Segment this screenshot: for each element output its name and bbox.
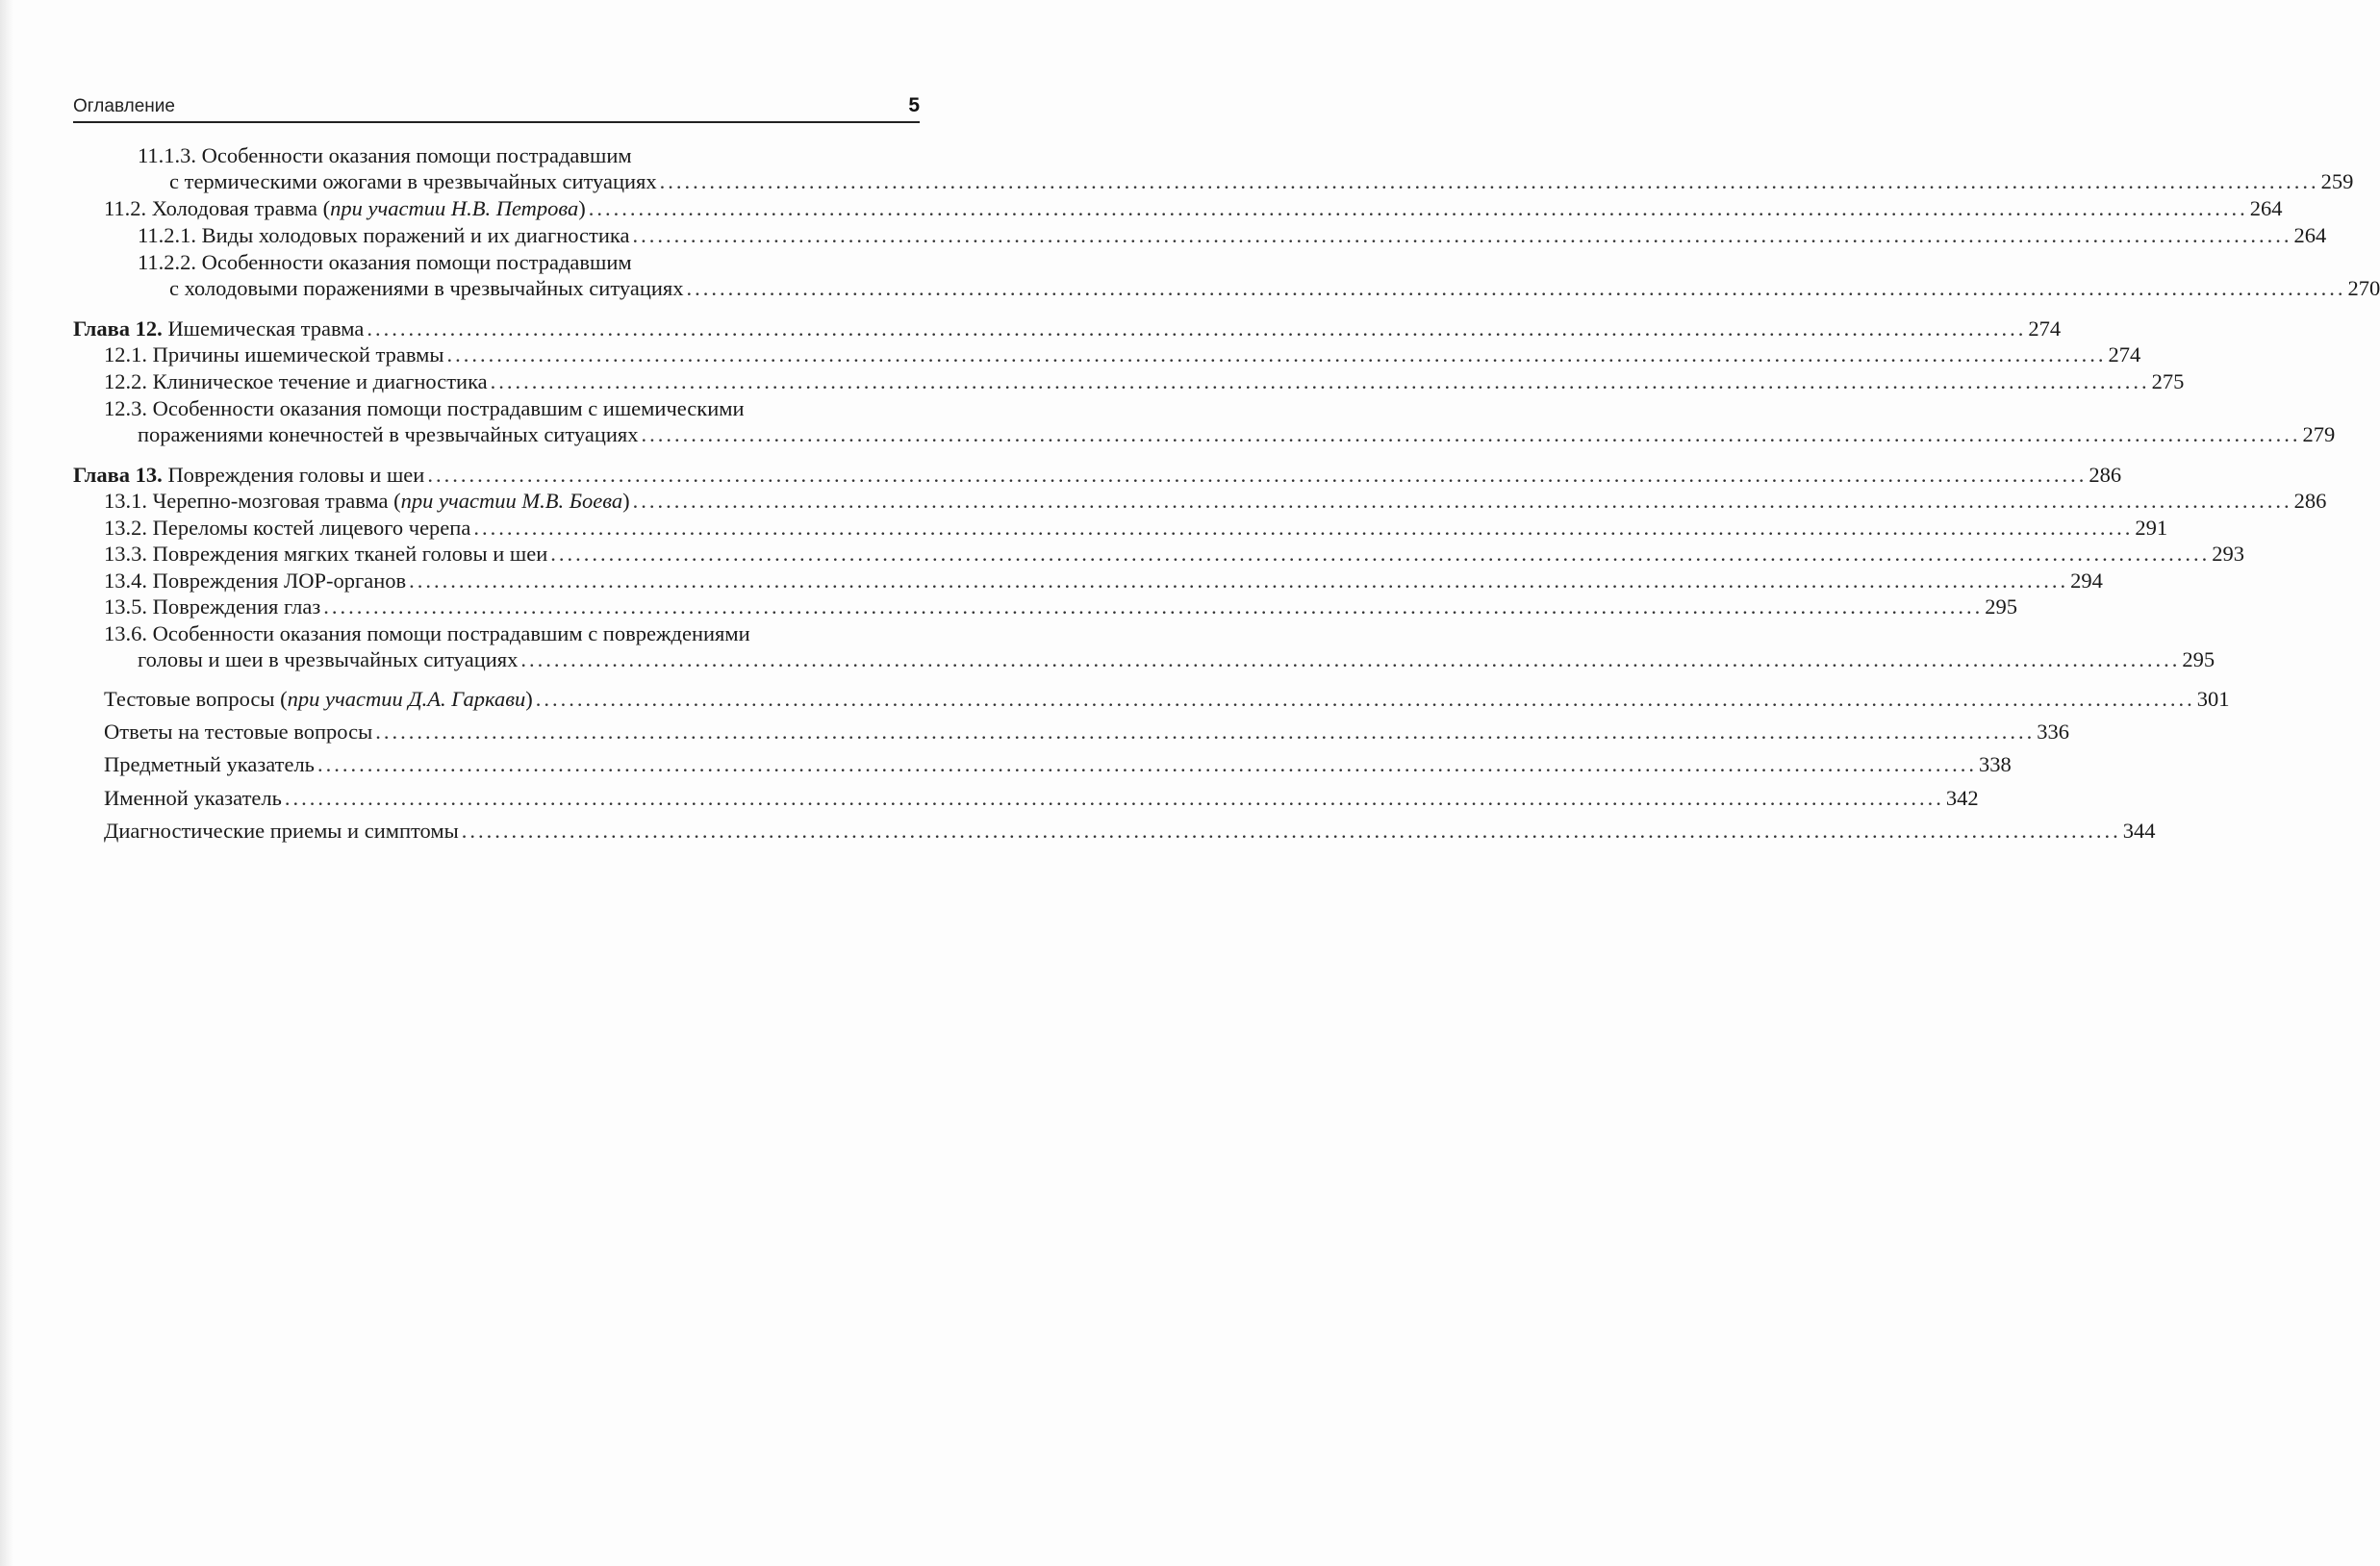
toc-entry — [104, 395, 881, 422]
entry-page: 342 — [1945, 786, 1979, 810]
running-header — [73, 92, 920, 123]
entry-page: 301 — [2196, 687, 2230, 711]
chapter-entry — [73, 462, 2122, 489]
toc-entry — [104, 594, 2017, 620]
entry-page: 344 — [2122, 819, 2156, 843]
entry-author: при участии М.В. Боева — [400, 489, 623, 513]
toc-entry — [138, 142, 878, 169]
leader-dots: ........................................................................................................................................................................................................ — [632, 489, 2292, 513]
toc-entry — [138, 646, 2215, 673]
leader-dots: ........................................................................................................................................................................................................ — [367, 316, 2027, 341]
leader-dots: ........................................................................................................................................................................................................ — [375, 720, 2036, 744]
toc-entry — [104, 488, 2327, 515]
entry-text: с холодовыми поражениями в чрезвычайных ситуациях — [169, 276, 684, 300]
entry-text: поражениями конечностей в чрезвычайных ситуациях — [138, 422, 639, 446]
toc-entry — [104, 818, 2156, 845]
entry-text: 12.2. Клиническое течение и диагностика — [104, 369, 488, 393]
toc-entry — [104, 515, 2168, 542]
leader-dots: ........................................................................................................................................................................................................ — [535, 687, 2195, 711]
entry-text: 13.4. Повреждения ЛОР-органов — [104, 568, 407, 593]
toc-entry — [138, 421, 2336, 448]
entry-page: 295 — [1985, 594, 2017, 619]
entry-page: 279 — [2302, 422, 2336, 446]
toc-entry — [104, 719, 2069, 745]
leader-dots: ........................................................................................................................................................................................................ — [316, 752, 1977, 776]
entry-text: 13.2. Переломы костей лицевого черепа — [104, 516, 471, 540]
leader-dots: ........................................................................................................................................................................................................ — [490, 369, 2150, 393]
entry-page: 259 — [2320, 169, 2354, 193]
entry-author: при участии Д.А. Гаркави — [287, 687, 526, 711]
entry-page: 274 — [2028, 316, 2062, 341]
leader-dots: ........................................................................................................................................................................................................ — [641, 422, 2301, 446]
entry-page: 264 — [2293, 223, 2327, 247]
leader-dots: ........................................................................................................................................................................................................ — [632, 223, 2292, 247]
entry-text: 11.2.1. Виды холодовых поражений и их диагностика — [138, 223, 630, 247]
entry-text: 13.5. Повреждения глаз — [104, 594, 321, 619]
leader-dots: ........................................................................................................................................................................................................ — [550, 542, 2211, 566]
entry-page: 295 — [2182, 647, 2215, 671]
header-page-number: 5 — [908, 94, 920, 116]
toc-entry — [104, 541, 2245, 568]
entry-text: Диагностические приемы и симптомы — [104, 819, 459, 843]
entry-page: 294 — [2070, 568, 2103, 593]
entry-text: 13.1. Черепно-мозговая травма (при участии М.В. Боева) — [104, 489, 630, 513]
entry-text: Глава 12. Ишемическая травма — [73, 316, 365, 341]
leader-dots: ........................................................................................................................................................................................................ — [409, 568, 2069, 593]
toc-entry — [138, 222, 2327, 249]
entry-text: 13.6. Особенности оказания помощи пострадавшим с повреждениями — [104, 621, 750, 645]
chapter-entry — [73, 316, 2062, 342]
toc-entry — [104, 620, 881, 647]
entry-text: Глава 13. Повреждения головы и шеи — [73, 463, 425, 487]
toc-entry — [104, 195, 2283, 222]
leader-dots: ........................................................................................................................................................................................................ — [686, 276, 2346, 300]
leader-dots: ........................................................................................................................................................................................................ — [461, 819, 2121, 843]
entry-text: 11.2.2. Особенности оказания помощи пострадавшим — [138, 250, 632, 274]
entry-author: при участии Н.В. Петрова — [330, 196, 579, 220]
toc-entry — [138, 249, 878, 276]
toc-entry — [104, 751, 2012, 778]
chapter-label: Глава 13. — [73, 463, 163, 487]
entry-text: Именной указатель — [104, 786, 282, 810]
entry-text: Тестовые вопросы (при участии Д.А. Гаркави) — [104, 687, 533, 711]
entry-text: с термическими ожогами в чрезвычайных ситуациях — [169, 169, 657, 193]
leader-dots: ........................................................................................................................................................................................................ — [427, 463, 2088, 487]
leader-dots: ........................................................................................................................................................................................................ — [446, 342, 2107, 366]
leader-dots: ........................................................................................................................................................................................................ — [284, 786, 1944, 810]
entry-page: 270 — [2347, 276, 2380, 300]
entry-text: 11.2. Холодовая травма (при участии Н.В. Петрова) — [104, 196, 586, 220]
page-edge-shadow — [0, 0, 13, 1566]
leader-dots: ........................................................................................................................................................................................................ — [588, 196, 2248, 220]
leader-dots: ........................................................................................................................................................................................................ — [323, 594, 1984, 619]
entry-text: 11.1.3. Особенности оказания помощи пострадавшим — [138, 143, 632, 167]
entry-page: 338 — [1978, 752, 2012, 776]
leader-dots: ........................................................................................................................................................................................................ — [473, 516, 2134, 540]
entry-page: 293 — [2212, 542, 2245, 566]
entry-text: 12.1. Причины ишемической травмы — [104, 342, 444, 366]
entry-text: Предметный указатель — [104, 752, 315, 776]
entry-page: 286 — [2293, 489, 2327, 513]
entry-text: 12.3. Особенности оказания помощи пострадавшим с ишемическими — [104, 396, 745, 420]
leader-dots: ........................................................................................................................................................................................................ — [520, 647, 2181, 671]
toc-entry — [104, 686, 2230, 713]
entry-page: 286 — [2089, 463, 2122, 487]
leader-dots: ........................................................................................................................................................................................................ — [659, 169, 2319, 193]
toc-entry — [104, 368, 2185, 395]
header-title: Оглавление — [73, 96, 175, 116]
toc-entry — [104, 341, 2141, 368]
chapter-label: Глава 12. — [73, 316, 163, 341]
toc-entry — [104, 785, 1979, 812]
toc-entry — [104, 568, 2103, 594]
entry-text: 13.3. Повреждения мягких тканей головы и шеи — [104, 542, 548, 566]
entry-page: 336 — [2037, 720, 2069, 744]
entry-page: 264 — [2249, 196, 2283, 220]
entry-text: Ответы на тестовые вопросы — [104, 720, 373, 744]
toc-entry — [169, 168, 2354, 195]
entry-page: 275 — [2151, 369, 2185, 393]
entry-page: 274 — [2108, 342, 2141, 366]
entry-page: 291 — [2135, 516, 2168, 540]
toc-entry — [169, 275, 2380, 302]
entry-text: головы и шеи в чрезвычайных ситуациях — [138, 647, 519, 671]
